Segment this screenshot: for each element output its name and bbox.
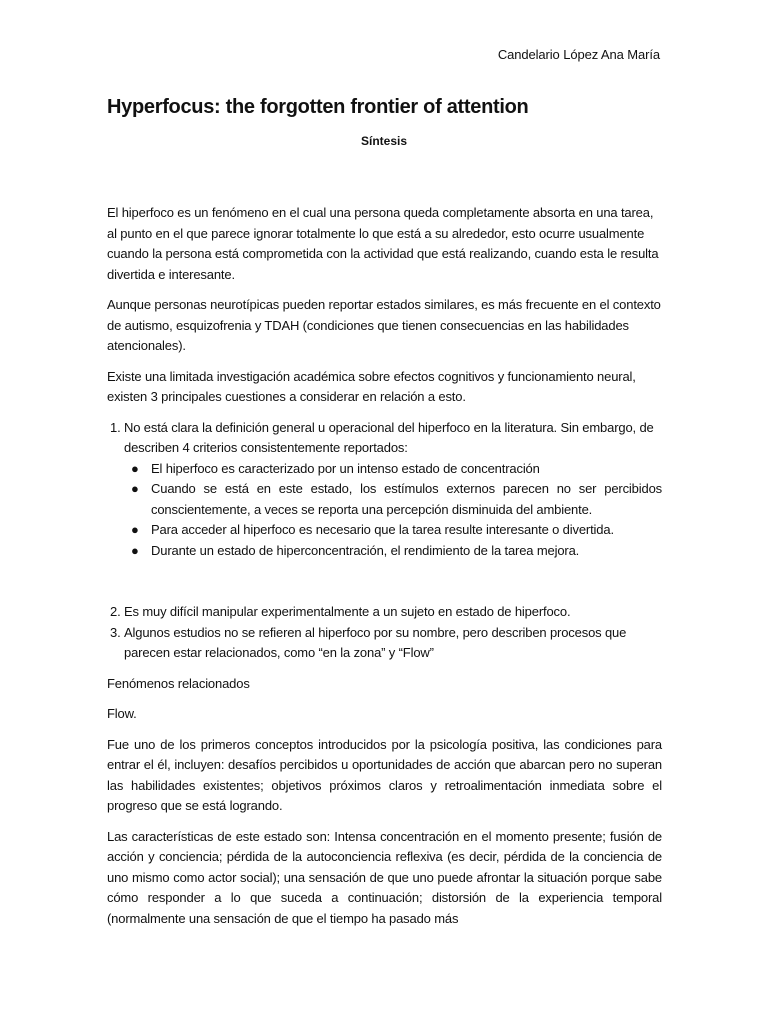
criteria-list xyxy=(124,459,662,562)
document-title: Hyperfocus: the forgotten frontier of attention xyxy=(107,96,529,118)
list-item xyxy=(131,520,662,541)
list-item-text: Algunos estudios no se refieren al hiperfoco por su nombre, pero describen procesos que parecen estar relacionados, como “en la zona” y “Flow” xyxy=(124,624,627,660)
list-item-text: No está clara la definición general u operacional del hiperfoco en la literatura. Sin embargo, de describen 4 criterios consistentemente reportados: xyxy=(124,419,654,455)
section-heading: Fenómenos relacionados xyxy=(107,675,250,691)
list-item xyxy=(124,602,662,623)
list-spacer xyxy=(107,571,662,602)
bullet-icon: ● xyxy=(131,481,139,496)
list-item-text: Es muy difícil manipular experimentalmente a un sujeto en estado de hiperfoco. xyxy=(124,604,571,619)
document-body xyxy=(107,203,662,939)
bullet-icon: ● xyxy=(131,542,139,558)
bullet-icon: ● xyxy=(131,522,139,537)
list-item xyxy=(131,541,662,562)
neurotypical-paragraph: Aunque personas neurotípicas pueden reportar estados similares, es más frecuente en el contexto de autismo, esquizofrenia y TDAH (condiciones que tienen consecuencias en las habilidades atencionales). xyxy=(107,297,661,353)
bullet-text: Cuando se está en este estado, los estímulos externos parecen no ser percibidos conscientemente, a veces se reporta una percepción disminuida del ambiente. xyxy=(151,481,662,517)
author-name: Candelario López Ana María xyxy=(497,47,660,62)
bullet-text: El hiperfoco es caracterizado por un intenso estado de concentración xyxy=(151,460,540,476)
list-item xyxy=(124,418,662,562)
research-paragraph: Existe una limitada investigación académica sobre efectos cognitivos y funcionamiento neural, existen 3 principales cuestiones a considerar en relación a esto. xyxy=(107,368,636,404)
considerations-list-continued xyxy=(107,602,662,664)
subsection-heading: Flow. xyxy=(107,706,137,721)
flow-paragraph: Fue uno de los primeros conceptos introducidos por la psicología positiva, las condiciones para entrar el él, incluyen: desafíos percibidos u oportunidades de acción que abarcan pero no superan las habilidades existentes; objetivos próximos claros y retroalimentación inmediata sobre el progreso que se está logrando. xyxy=(107,736,662,813)
intro-paragraph: El hiperfoco es un fenómeno en el cual una persona queda completamente absorta en una tarea, al punto en el que parece ignorar totalmente lo que está a su alrededor, esto ocurre usualmente cuando la persona está comprometida con la actividad que está realizando, cuando esta le resulta divertida e interesante. xyxy=(107,205,659,282)
bullet-text: Para acceder al hiperfoco es necesario que la tarea resulte interesante o divertida. xyxy=(151,522,614,537)
list-item xyxy=(131,459,662,480)
list-item xyxy=(131,479,662,520)
considerations-list xyxy=(107,418,662,562)
bullet-icon: ● xyxy=(131,460,139,476)
document-subtitle: Síntesis xyxy=(360,134,408,148)
flow-characteristics-paragraph: Las características de este estado son: Intensa concentración en el momento presente; fusión de acción y conciencia; pérdida de la autoconciencia reflexiva (es decir, pérdida de la conciencia de uno mismo como actor social); una sensación de que uno puede afrontar la situación porque sabe cómo responder a lo que suceda a continuación; distorsión de la experiencia temporal (normalmente una sensación de que el tiempo ha pasado más xyxy=(107,828,662,926)
bullet-text: Durante un estado de hiperconcentración, el rendimiento de la tarea mejora. xyxy=(151,542,580,558)
list-item xyxy=(124,623,662,664)
